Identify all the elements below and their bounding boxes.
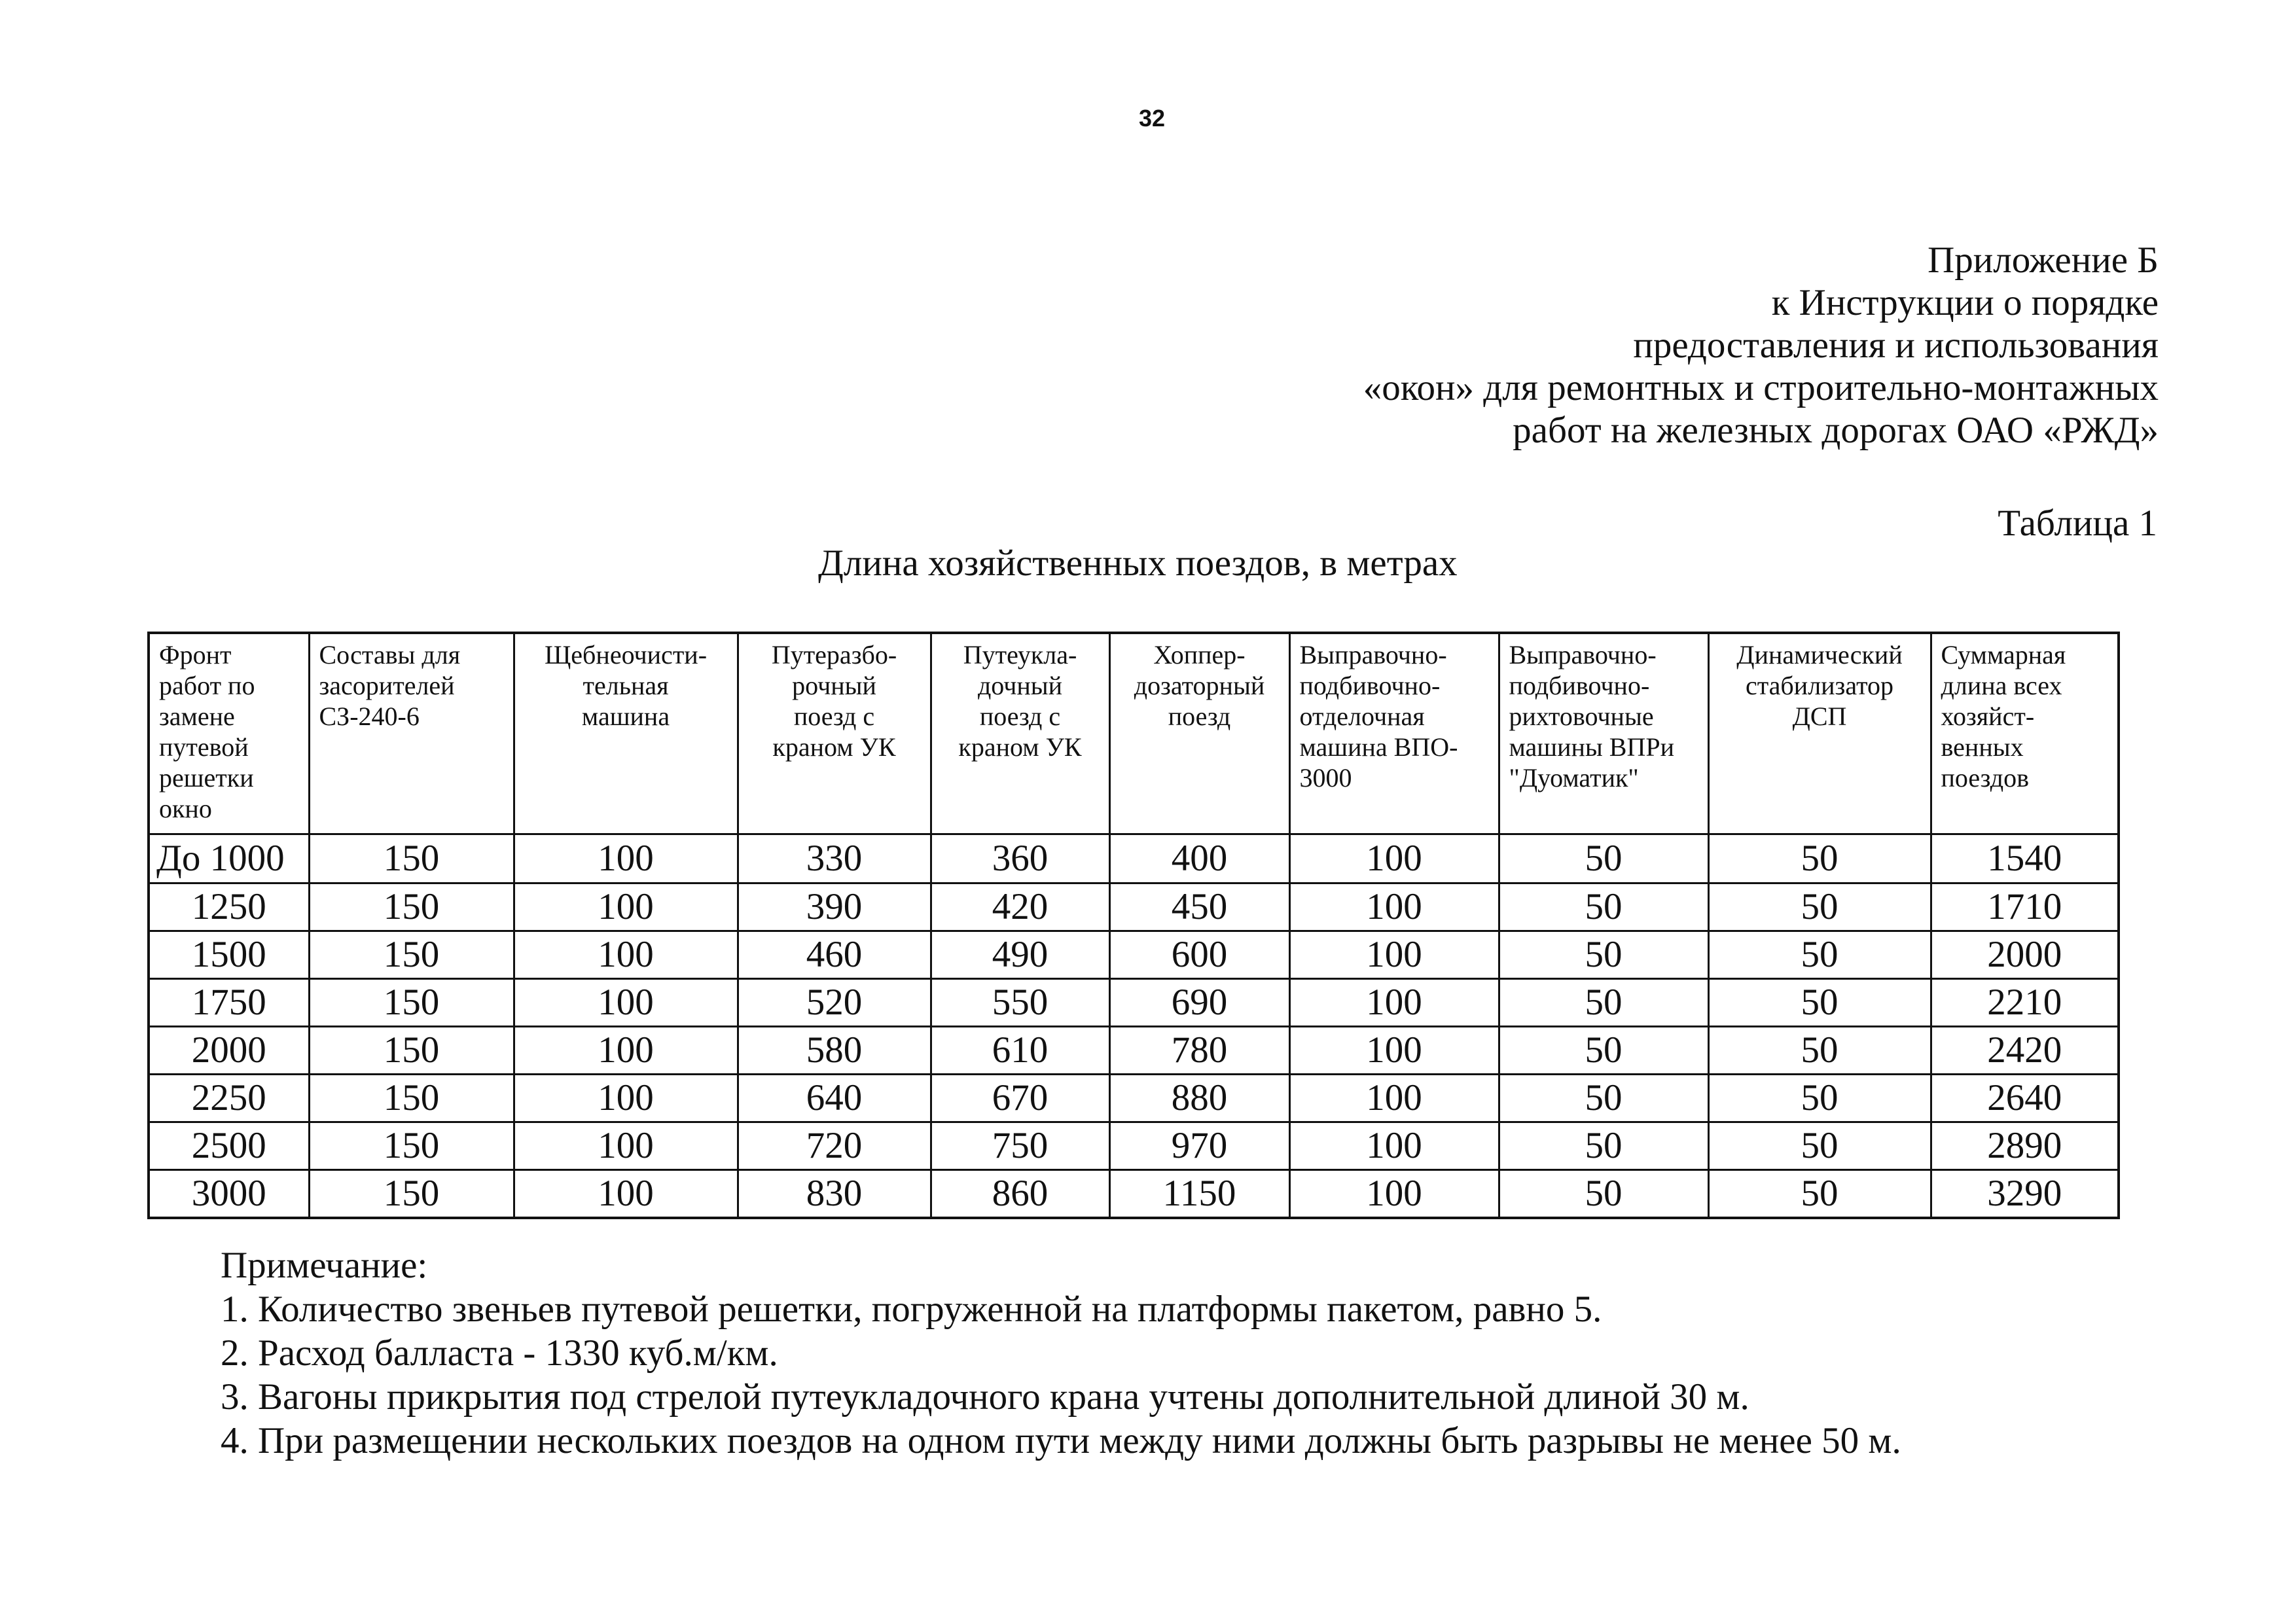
table-cell: 550 (931, 979, 1109, 1027)
table-cell: 880 (1109, 1075, 1289, 1122)
column-header: Хоппер- дозаторный поезд (1109, 633, 1289, 834)
front-cell: 2250 (149, 1075, 309, 1122)
table-cell: 50 (1499, 931, 1708, 979)
table-cell: 860 (931, 1170, 1109, 1219)
table-row (149, 931, 2119, 979)
table-cell: 100 (1289, 883, 1499, 931)
table-cell: 330 (738, 834, 931, 883)
table-cell: 50 (1499, 979, 1708, 1027)
table-cell: 50 (1708, 883, 1931, 931)
table-cell: 100 (514, 1122, 738, 1170)
table-cell: 50 (1499, 1122, 1708, 1170)
table-cell: 100 (1289, 1027, 1499, 1075)
table-cell: 100 (514, 1170, 738, 1219)
front-cell: 2000 (149, 1027, 309, 1075)
table-row (149, 1170, 2119, 1219)
table-cell: 690 (1109, 979, 1289, 1027)
table-cell: 50 (1499, 1027, 1708, 1075)
table-cell: 1150 (1109, 1170, 1289, 1219)
table-cell: 50 (1708, 931, 1931, 979)
table-cell: 50 (1499, 1075, 1708, 1122)
notes (221, 1243, 1901, 1463)
table-cell: 100 (1289, 1075, 1499, 1122)
column-header: Фронт работ по замене путевой решетки окно (149, 633, 309, 834)
table-cell: 50 (1499, 834, 1708, 883)
front-cell: 3000 (149, 1170, 309, 1219)
table-cell: 100 (514, 883, 738, 931)
table-row (149, 1122, 2119, 1170)
note-item: 3. Вагоны прикрытия под стрелой путеукладочного крана учтены дополнительной длиной 30 м. (221, 1376, 1749, 1418)
front-cell: 1750 (149, 979, 309, 1027)
table-cell: 150 (309, 834, 514, 883)
column-header: Выправочно- подбивочно- отделочная машина ВПО- 3000 (1289, 633, 1499, 834)
table-cell: 720 (738, 1122, 931, 1170)
table-label: Таблица 1 (1998, 503, 2157, 544)
table-cell: 970 (1109, 1122, 1289, 1170)
appendix-line: предоставления и использования (1633, 325, 2159, 366)
table-cell: 400 (1109, 834, 1289, 883)
table-cell: 1710 (1931, 883, 2119, 931)
page-number: 32 (1138, 105, 1166, 132)
table-cell: 490 (931, 931, 1109, 979)
table-cell: 50 (1499, 1170, 1708, 1219)
table-cell: 670 (931, 1075, 1109, 1122)
note-item: 4. При размещении нескольких поездов на одном пути между ними должны быть разрывы не менее 50 м. (221, 1420, 1901, 1461)
table-cell: 100 (514, 979, 738, 1027)
table-cell: 100 (514, 834, 738, 883)
table-cell: 390 (738, 883, 931, 931)
front-cell: 1500 (149, 931, 309, 979)
table-cell: 640 (738, 1075, 931, 1122)
table-cell: 2420 (1931, 1027, 2119, 1075)
table-cell: 460 (738, 931, 931, 979)
table-row (149, 1027, 2119, 1075)
train-length-table (147, 632, 2120, 1219)
note-item: 1. Количество звеньев путевой решетки, погруженной на платформы пакетом, равно 5. (221, 1289, 1602, 1330)
front-cell: 2500 (149, 1122, 309, 1170)
table-cell: 2890 (1931, 1122, 2119, 1170)
table-cell: 100 (1289, 931, 1499, 979)
table-cell: 150 (309, 883, 514, 931)
table-cell: 450 (1109, 883, 1289, 931)
table-cell: 100 (514, 1075, 738, 1122)
table-cell: 100 (1289, 1122, 1499, 1170)
table-cell: 600 (1109, 931, 1289, 979)
appendix-line: Приложение Б (1928, 240, 2159, 281)
table-cell: 50 (1499, 883, 1708, 931)
appendix-line: работ на железных дорогах ОАО «РЖД» (1513, 410, 2159, 451)
notes-title: Примечание: (221, 1245, 428, 1286)
table-cell: 150 (309, 931, 514, 979)
table-cell: 1540 (1931, 834, 2119, 883)
column-header: Выправочно- подбивочно- рихтовочные машины ВПРи "Дуоматик" (1499, 633, 1708, 834)
table-cell: 100 (514, 931, 738, 979)
column-header: Суммарная длина всех хозяйст- венных поездов (1931, 633, 2119, 834)
table-cell: 50 (1708, 834, 1931, 883)
table-cell: 50 (1708, 979, 1931, 1027)
table-cell: 50 (1708, 1122, 1931, 1170)
front-cell: 1250 (149, 883, 309, 931)
table-cell: 420 (931, 883, 1109, 931)
table-cell: 100 (1289, 834, 1499, 883)
table-cell: 2210 (1931, 979, 2119, 1027)
table-cell: 2640 (1931, 1075, 2119, 1122)
appendix-line: к Инструкции о порядке (1771, 282, 2159, 323)
table-cell: 3290 (1931, 1170, 2119, 1219)
table-cell: 750 (931, 1122, 1109, 1170)
note-item: 2. Расход балласта - 1330 куб.м/км. (221, 1332, 778, 1374)
column-header: Щебнеочисти- тельная машина (514, 633, 738, 834)
appendix-header (1363, 239, 2159, 452)
table-row (149, 1075, 2119, 1122)
table-cell: 100 (1289, 979, 1499, 1027)
table-cell: 150 (309, 1027, 514, 1075)
table-header-row (149, 633, 2119, 834)
table-cell: 150 (309, 1170, 514, 1219)
table-cell: 100 (514, 1027, 738, 1075)
column-header: Путеразбо- рочный поезд с краном УК (738, 633, 931, 834)
table-cell: 580 (738, 1027, 931, 1075)
table-cell: 50 (1708, 1170, 1931, 1219)
table-cell: 830 (738, 1170, 931, 1219)
table-cell: 50 (1708, 1075, 1931, 1122)
table-title: Длина хозяйственных поездов, в метрах (818, 543, 1458, 584)
table-cell: 780 (1109, 1027, 1289, 1075)
table-row (149, 979, 2119, 1027)
table-cell: 100 (1289, 1170, 1499, 1219)
column-header: Путеукла- дочный поезд с краном УК (931, 633, 1109, 834)
table-row (149, 834, 2119, 883)
front-cell: До 1000 (149, 834, 309, 883)
table-row (149, 883, 2119, 931)
table-cell: 520 (738, 979, 931, 1027)
table-cell: 150 (309, 979, 514, 1027)
table-cell: 2000 (1931, 931, 2119, 979)
table-cell: 50 (1708, 1027, 1931, 1075)
column-header: Динамический стабилизатор ДСП (1708, 633, 1931, 834)
column-header: Составы для засорителей СЗ-240-6 (309, 633, 514, 834)
appendix-line: «окон» для ремонтных и строительно-монтажных (1363, 367, 2159, 408)
table-cell: 360 (931, 834, 1109, 883)
table-cell: 150 (309, 1122, 514, 1170)
table-cell: 610 (931, 1027, 1109, 1075)
table-cell: 150 (309, 1075, 514, 1122)
